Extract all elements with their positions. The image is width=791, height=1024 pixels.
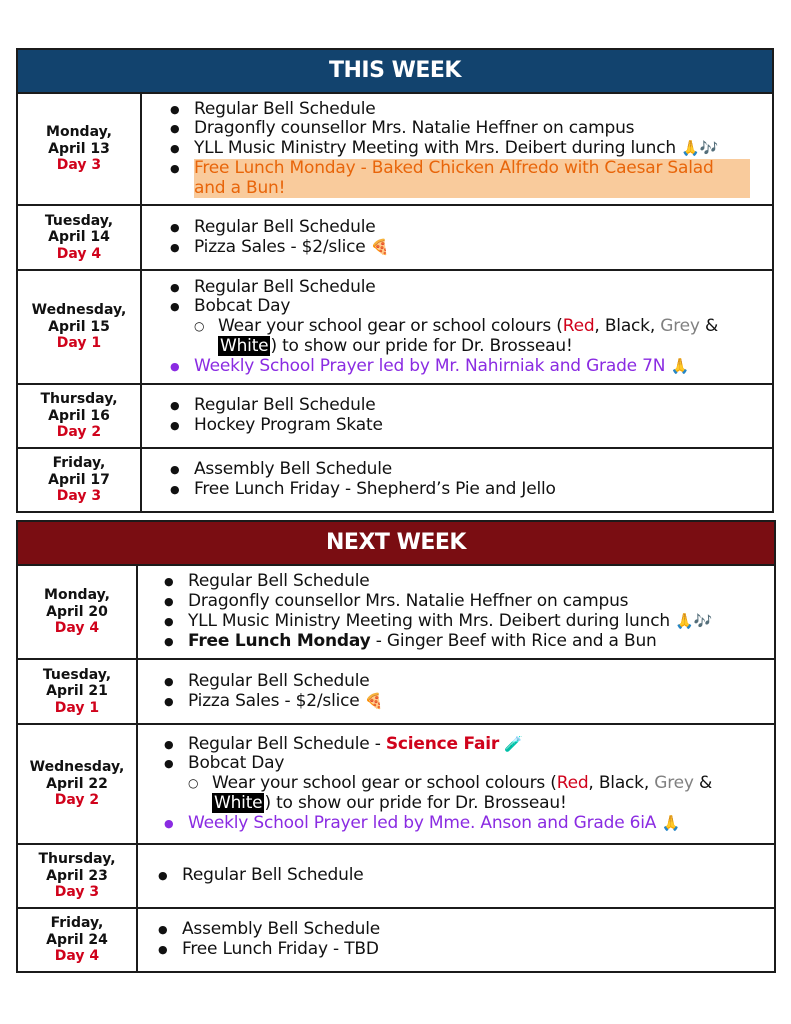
weekday: Friday, (52, 455, 106, 472)
day-row-wednesday (18, 271, 772, 385)
day-label (18, 725, 138, 843)
list-item: ● Free Lunch Friday - TBD (158, 940, 774, 960)
day-row-monday (18, 94, 772, 206)
day-row-thursday (18, 385, 772, 449)
list-item (170, 159, 772, 199)
event-list (138, 660, 774, 723)
list-item: ● Free Lunch Monday - Ginger Beef with Rice and a Bun (164, 632, 774, 652)
list-item: ● Regular Bell Schedule - Science Fair 🧪 (164, 735, 774, 755)
date: April 22 (46, 775, 108, 792)
praying-hands-icon: 🙏 (675, 612, 694, 630)
cycle-day: Day 2 (54, 792, 100, 809)
day-row-tuesday (18, 660, 774, 725)
cycle-day: Day 1 (56, 335, 102, 352)
day-row-wednesday (18, 725, 774, 845)
list-item: ● Pizza Sales - $2/slice 🍕 (170, 238, 772, 258)
list-item: ● Regular Bell Schedule (164, 572, 774, 592)
weekday: Tuesday, (44, 212, 114, 229)
sub-list-item: ○ Wear your school gear or school colours (Red, Black, Grey & White ) to show our pride for Dr. Brosseau! (164, 774, 774, 814)
day-row-tuesday (18, 206, 772, 271)
date: April 15 (48, 318, 110, 335)
white-label: White (214, 792, 263, 813)
weekday: Wednesday, (29, 759, 125, 776)
day-label (18, 660, 138, 723)
date: April 14 (48, 229, 110, 246)
test-tube-icon: 🧪 (504, 734, 523, 753)
weekday: Monday, (44, 587, 110, 604)
event-list (138, 845, 774, 907)
event-list (142, 271, 772, 383)
list-item: ● Assembly Bell Schedule (158, 920, 774, 940)
next-week-header: NEXT WEEK (18, 522, 774, 566)
list-item: ● Regular Bell Schedule (158, 866, 774, 886)
date: April 21 (46, 683, 108, 700)
event-list (142, 206, 772, 269)
date: April 23 (46, 867, 108, 884)
day-label (18, 909, 138, 971)
list-item: ● Regular Bell Schedule (164, 672, 774, 692)
event-list (138, 725, 774, 843)
day-label (18, 271, 142, 383)
list-item: ● Dragonfly counsellor Mrs. Natalie Heffner on campus (164, 592, 774, 612)
day-row-friday (18, 909, 774, 971)
cycle-day: Day 1 (54, 699, 100, 716)
list-item: ● Regular Bell Schedule (170, 278, 772, 298)
date: April 24 (46, 931, 108, 948)
list-item: ● Hockey Program Skate (170, 416, 772, 436)
date: April 17 (48, 471, 110, 488)
list-item: ● YLL Music Ministry Meeting with Mrs. Deibert during lunch 🙏🎶 (164, 612, 774, 632)
weekday: Thursday, (40, 391, 118, 408)
cycle-day: Day 3 (56, 157, 102, 174)
event-list (142, 385, 772, 447)
list-item: ● Regular Bell Schedule (170, 218, 772, 238)
pizza-icon: 🍕 (364, 691, 384, 710)
date: April 13 (48, 140, 110, 157)
date: April 20 (46, 603, 108, 620)
event-list (138, 909, 774, 971)
weekday: Thursday, (38, 851, 116, 868)
praying-hands-icon: 🙏 (681, 139, 700, 158)
list-item: ● Dragonfly counsellor Mrs. Natalie Heffner on campus (170, 119, 772, 139)
cycle-day: Day 4 (54, 620, 100, 637)
list-item: ● Weekly School Prayer led by Mr. Nahirniak and Grade 7N 🙏 (170, 357, 772, 377)
list-item: ● Regular Bell Schedule (170, 100, 772, 120)
day-row-thursday (18, 845, 774, 909)
weekday: Monday, (46, 124, 112, 141)
list-item: ● Bobcat Day (164, 754, 774, 774)
day-label (18, 206, 142, 269)
day-label (18, 449, 142, 511)
pizza-icon: 🍕 (370, 237, 390, 256)
day-label (18, 845, 138, 907)
date: April 16 (48, 407, 110, 424)
white-label: White (220, 335, 269, 356)
praying-hands-icon: 🙏 (670, 356, 689, 375)
weekday: Tuesday, (42, 666, 112, 683)
list-item: ● Assembly Bell Schedule (170, 460, 772, 480)
day-label (18, 94, 142, 204)
this-week-table (16, 48, 774, 513)
free-lunch-highlight: Free Lunch Monday - Baked Chicken Alfredo with Caesar Salad and a Bun! (194, 159, 750, 199)
list-item: ● Bobcat Day (170, 297, 772, 317)
weekday: Wednesday, (31, 302, 127, 319)
event-list (138, 566, 774, 658)
list-item: ● YLL Music Ministry Meeting with Mrs. Deibert during lunch 🙏🎶 (170, 139, 772, 159)
science-fair-label: Science Fair (385, 733, 500, 754)
sub-list-item: ○ Wear your school gear or school colours (Red, Black, Grey & White ) to show our pride for Dr. Brosseau! (170, 317, 772, 357)
cycle-day: Day 4 (56, 245, 102, 262)
cycle-day: Day 4 (54, 948, 100, 965)
next-week-table (16, 520, 776, 973)
cycle-day: Day 3 (54, 884, 100, 901)
event-list (142, 94, 772, 204)
day-label (18, 566, 138, 658)
music-notes-icon: 🎶 (693, 612, 713, 630)
this-week-header: THIS WEEK (18, 50, 772, 94)
weekday: Friday, (50, 915, 104, 932)
day-row-monday (18, 566, 774, 660)
list-item: ● Free Lunch Friday - Shepherd’s Pie and Jello (170, 480, 772, 500)
list-item: ● Regular Bell Schedule (170, 396, 772, 416)
cycle-day: Day 2 (56, 424, 102, 441)
event-list (142, 449, 772, 511)
list-item: ● Pizza Sales - $2/slice 🍕 (164, 692, 774, 712)
music-notes-icon: 🎶 (699, 139, 719, 158)
cycle-day: Day 3 (56, 488, 102, 505)
list-item: ● Weekly School Prayer led by Mme. Anson and Grade 6iA 🙏 (164, 814, 774, 834)
day-row-friday (18, 449, 772, 511)
praying-hands-icon: 🙏 (661, 813, 680, 832)
day-label (18, 385, 142, 447)
